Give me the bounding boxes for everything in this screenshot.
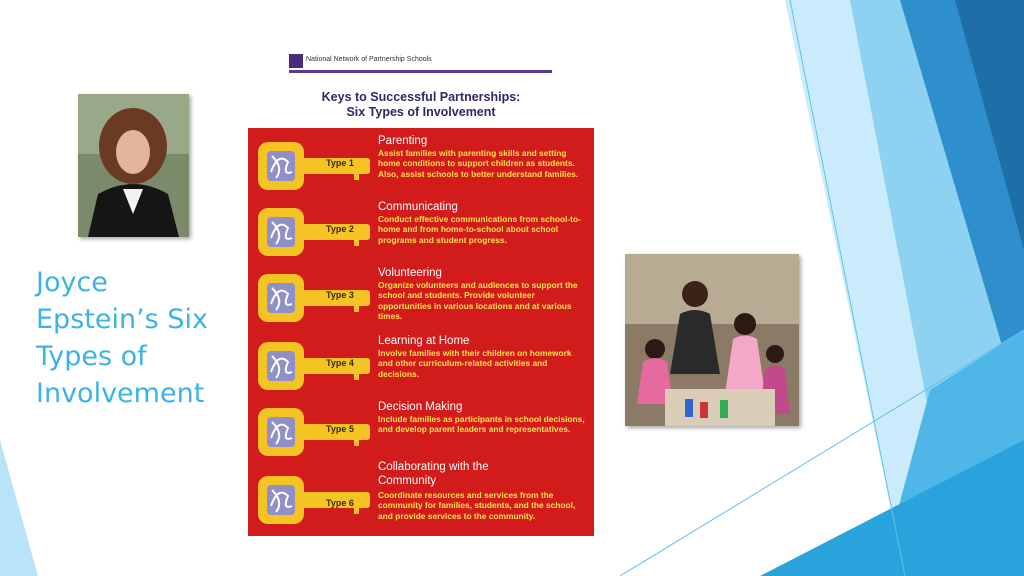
- poster-title: [248, 90, 594, 120]
- type-item: [248, 334, 594, 400]
- type-description: Involve families with their children on homework and other curriculum-related activities and decisions.: [378, 348, 572, 379]
- nnps-logo-icon: [289, 54, 303, 68]
- type-description: Coordinate resources and services from the community for families, students, and the school, and provide services to the community.: [378, 490, 576, 521]
- type-item: [248, 200, 594, 266]
- type-item: [248, 460, 594, 526]
- type-item: [248, 134, 594, 200]
- portrait-photo: [78, 94, 189, 237]
- type-item: [248, 400, 594, 466]
- type-description: Assist families with parenting skills and setting home conditions to support children as students. Also, assist schools to better understand families.: [378, 148, 579, 179]
- poster-title-line2: Six Types of Involvement: [346, 105, 496, 119]
- classroom-photo: [625, 254, 799, 426]
- type-label: Type 5: [326, 424, 354, 434]
- type-description: Include families as participants in school decisions, and develop parent leaders and representatives.: [378, 414, 585, 435]
- type-title: Decision Making: [378, 401, 463, 413]
- poster-org-name: National Network of Partnership Schools: [306, 56, 432, 63]
- type-label: Type 4: [326, 358, 354, 368]
- type-title: Learning at Home: [378, 335, 470, 347]
- poster-title-line1: Keys to Successful Partnerships:: [321, 90, 521, 104]
- type-label: Type 6: [326, 498, 354, 508]
- type-title: Volunteering: [378, 267, 442, 279]
- type-title: Collaborating with the Community: [378, 461, 489, 487]
- type-description: Organize volunteers and audiences to support the school and students. Provide volunteer opportunities in various locations and at various times.: [378, 280, 578, 322]
- type-description: Conduct effective communications from school-to-home and from home-to-school about school programs and student progress.: [378, 214, 581, 245]
- six-types-poster: [248, 54, 594, 536]
- header-divider: [289, 70, 552, 73]
- type-title: Parenting: [378, 135, 428, 147]
- type-label: Type 3: [326, 290, 354, 300]
- type-title: Communicating: [378, 201, 458, 213]
- types-panel: [248, 128, 594, 536]
- type-label: Type 2: [326, 224, 354, 234]
- slide-title: Joyce Epstein’s Six Types of Involvement: [36, 267, 208, 409]
- type-item: [248, 266, 594, 332]
- type-label: Type 1: [326, 158, 354, 168]
